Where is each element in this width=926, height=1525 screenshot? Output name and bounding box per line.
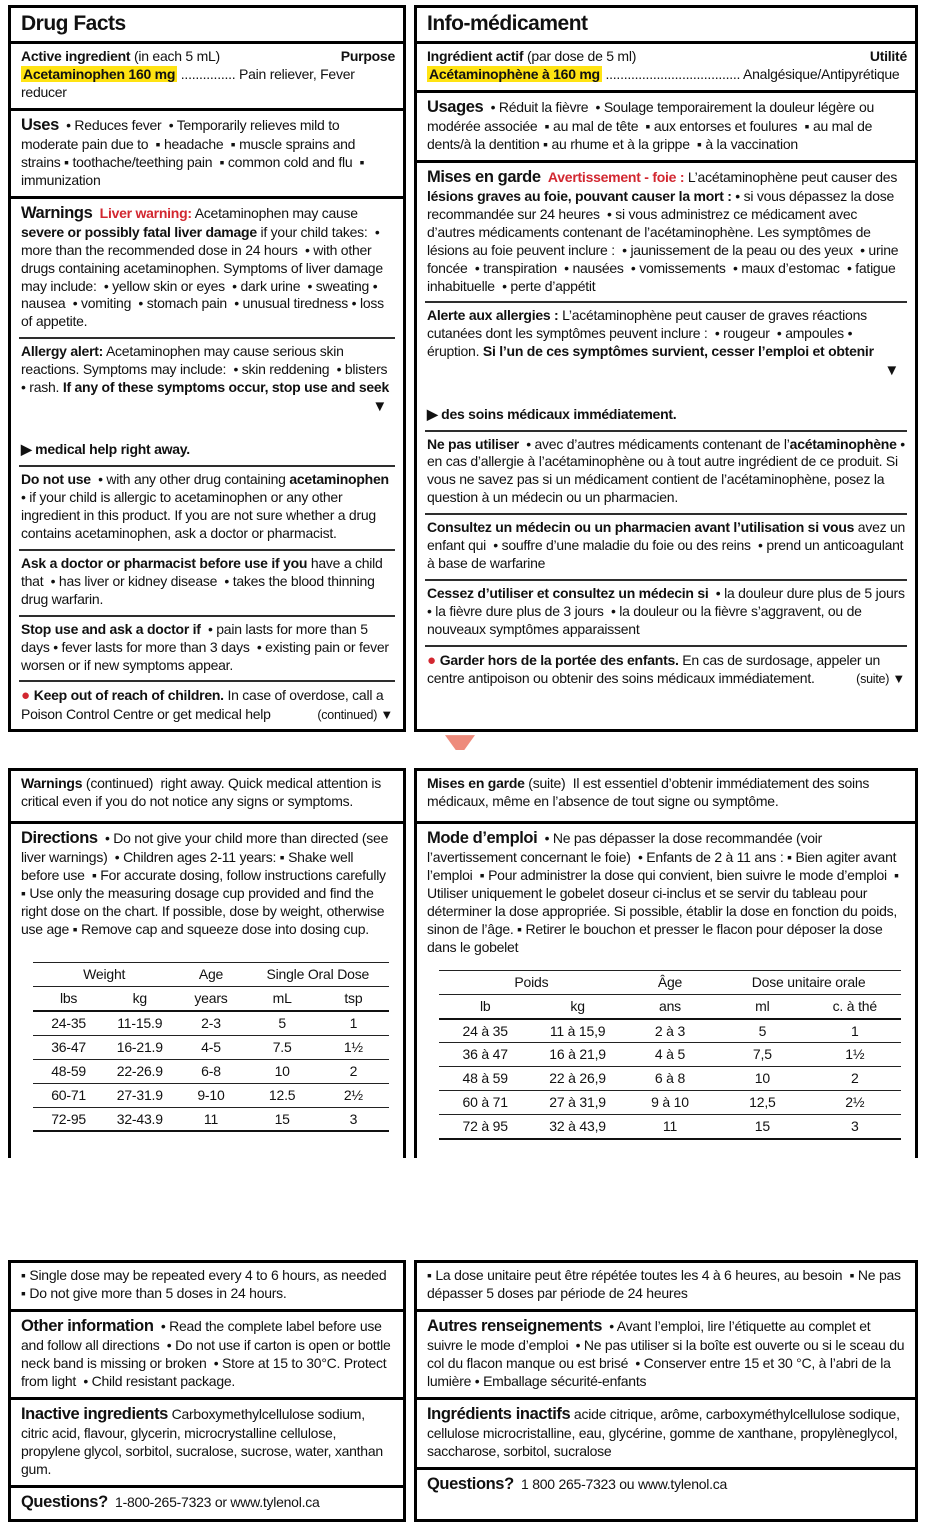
text-segment: Purpose (340, 48, 395, 65)
table-cell: 32-43.9 (104, 1107, 175, 1131)
section-do-not-use (11, 465, 403, 549)
text-segment: • avec d’autres médicaments contenant de l’ (518, 435, 790, 452)
text-segment (92, 205, 99, 221)
table-cell: 12,5 (716, 1091, 808, 1115)
text-segment: acétaminophène (789, 435, 897, 452)
text-segment: medical help right away. (35, 441, 190, 458)
table-row (33, 1107, 389, 1131)
text-segment: • if your child is allergic to acetaminophen or any other ingredient in this product. If you are not sure whether a drug contains acetaminophen, ask a doctor or pharmacist. (21, 471, 393, 542)
table-cell: 1 (809, 1019, 901, 1043)
text-segment: Liver warning: (99, 204, 192, 221)
continuation-marker-icon (21, 399, 395, 416)
text-segment: ▼ (892, 670, 905, 686)
section-ne-pas-utiliser (417, 430, 915, 514)
text-segment: Active ingredient (21, 48, 131, 65)
table-cell: 36-47 (33, 1035, 104, 1059)
section-consultez-un-medecin (417, 513, 915, 579)
text-segment: Allergy alert: (21, 343, 104, 360)
table-column-header: kg (104, 987, 175, 1011)
text-segment: Pain reliever, Fever reducer (21, 66, 359, 100)
paragraph (427, 519, 907, 573)
table-cell: 5 (716, 1019, 808, 1043)
paragraph (21, 471, 395, 543)
fold-arrow-icon (445, 735, 475, 750)
text-segment: L’acétaminophène peut causer de graves réactions cutanées dont les symptômes peuvent inclure : • rougeur • ampoules • éruption. (427, 307, 871, 360)
table-group-header: Single Oral Dose (247, 963, 389, 987)
table-cell: 9-10 (175, 1083, 246, 1107)
section-warnings-liver (11, 196, 403, 338)
table-cell: 10 (247, 1059, 318, 1083)
text-segment: En cas de surdosage, appeler un centre antipoison ou obtenir des soins médicaux immédiatement. (427, 651, 884, 686)
section-garder-hors-de-portee (417, 645, 915, 694)
text-segment: Inactive ingredients (21, 1404, 168, 1423)
text-segment: (suite) Il est essentiel d’obtenir immédiatement des soins médicaux, même en l’absence de tout signe ou symptôme. (427, 775, 873, 810)
text-segment: 1-800-265-7323 or www.tylenol.ca (107, 1493, 320, 1510)
text-segment: • pain lasts for more than 5 days • fever lasts for more than 3 days • existing pain or fever worsen or if new symptoms appear. (21, 620, 393, 673)
fold-spacer (21, 415, 395, 441)
text-segment: Alerte aux allergies : (427, 307, 559, 324)
table-row (439, 1115, 901, 1139)
fold-gap (8, 732, 918, 768)
text-segment: Mises en garde (427, 775, 525, 792)
paragraph (427, 1267, 907, 1303)
text-segment: Keep out of reach of children. (33, 687, 224, 704)
section-questions-fr (417, 1467, 915, 1501)
section-dosing-table-section (11, 955, 403, 1150)
text-segment (541, 169, 548, 185)
text-segment: (in each 5 mL) (130, 48, 220, 65)
table-cell: 2 à 3 (624, 1019, 716, 1043)
section-autres-renseignements (417, 1309, 915, 1397)
paragraph (21, 203, 395, 332)
table-cell: 11 à 15,9 (531, 1019, 623, 1043)
table-row (439, 1043, 901, 1067)
paragraph (427, 66, 907, 84)
table-cell: 72-95 (33, 1107, 104, 1131)
column-english-middle (8, 768, 406, 1158)
column-french-middle (414, 768, 918, 1158)
text-segment: • en cas d’allergie à l’acétaminophène ou à tout autre ingrédient de ce produit. Si vous ne savez pas si un médicament contient de l’acétaminophène, posez la question à un médecin ou un pharmacien. (427, 435, 909, 506)
section-active-ingredient (11, 41, 403, 108)
table-cell: 48 à 59 (439, 1067, 531, 1091)
section-stop-use (11, 615, 403, 681)
text-segment: Ingrédient actif (427, 48, 524, 65)
panel-top (8, 5, 918, 732)
dosing-table (33, 962, 389, 1132)
section-tableau-dosage-section (417, 963, 915, 1158)
paragraph (21, 1492, 395, 1513)
panel-middle (8, 768, 918, 1158)
text-segment: L’acétaminophène peut causer des (684, 168, 901, 185)
table-cell: 24-35 (33, 1011, 104, 1035)
text-segment: Usages (427, 97, 484, 116)
section-other-information (11, 1309, 403, 1397)
text-segment: Questions? (427, 1474, 514, 1493)
table-group-header-row (33, 963, 389, 987)
text-segment: lésions graves au foie, pouvant causer la mort : (427, 187, 732, 204)
paragraph (21, 828, 395, 939)
text-segment: ▼ (380, 706, 393, 722)
text-segment: Autres renseignements (427, 1316, 602, 1335)
table-row (33, 1083, 389, 1107)
text-segment: Ne pas utiliser (427, 435, 519, 452)
text-segment: • Ne pas dépasser la dose recommandée (voir l’avertissement concernant le foie) • Enfants de 2 à 11 ans : ▪ Bien agiter avant l’emploi ▪ Pour administrer la dose qui convient, bien suivre le mode d’emploi ▪ Utiliser uniquement le gobelet doseur ci-inclus et se servir du tableau pour déterminer la dose appropriée. Si possible, établir la dose en fonction du poids, sinon de l’âge. ▪ Retirer le bouchon et presser le flacon pour déposer la dose dans le gobelet (427, 830, 903, 955)
text-segment: If any of these symptoms occur, stop use and seek (62, 379, 390, 396)
table-cell: 11 (624, 1115, 716, 1139)
text-segment: Mode d’emploi (427, 829, 538, 848)
table-cell: 27 à 31,9 (531, 1091, 623, 1115)
table-cell: 15 (716, 1115, 808, 1139)
text-segment: ▶ (21, 441, 36, 458)
text-segment: Avertissement - foie : (547, 168, 685, 185)
table-column-header: kg (531, 994, 623, 1018)
text-segment: • Do not give your child more than directed (see liver warnings) • Children ages 2-11 years: ▪ Shake well before use ▪ For accurate dosing, follow instructions carefully ▪ Use only the measuring dosage cup provided and find the right dose on the chart. If possible, dose by weight, otherwise use age ▪ Remove cap and squeeze dose into dosing cup. (21, 830, 394, 937)
continuation-marker-icon (427, 363, 907, 380)
column-french-bottom (414, 1260, 918, 1522)
table-cell: 2-3 (175, 1011, 246, 1035)
table-column-header: ml (716, 994, 808, 1018)
text-segment: acetaminophen (289, 471, 389, 488)
paragraph (427, 1474, 907, 1495)
table-cell: 11 (175, 1107, 246, 1131)
text-segment: Garder hors de la portée des enfants. (439, 651, 679, 668)
text-segment: Acetaminophen may cause (191, 204, 362, 221)
paragraph (21, 1267, 395, 1285)
paragraph (21, 115, 395, 190)
text-segment: ▪ Do not give more than 5 doses in 24 hours. (21, 1284, 287, 1301)
paragraph (427, 1316, 907, 1391)
text-segment: Uses (21, 115, 59, 134)
text-segment: acide citrique, arôme, carboxyméthylcellulose sodique, cellulose microcristalline, eau, glycérine, gomme de xanthane, propylèneglycol, saccharose, sorbitol, sucralose (427, 1405, 904, 1459)
section-dose-repetee (417, 1263, 915, 1309)
table-group-header: Weight (33, 963, 175, 987)
table-group-header: Dose unitaire orale (716, 970, 901, 994)
text-segment: des soins médicaux immédiatement. (441, 405, 677, 422)
section-mises-en-garde-foie (417, 160, 915, 302)
text-segment: Acetaminophen may cause serious skin reactions. Symptoms may include: • skin reddening • blisters • rash. (21, 343, 395, 396)
table-column-header-row (439, 994, 901, 1018)
table-cell: 24 à 35 (439, 1019, 531, 1043)
table-cell: 6-8 (175, 1059, 246, 1083)
paragraph (21, 343, 395, 397)
table-cell: 11-15.9 (104, 1011, 175, 1035)
section-mode-d-emploi (417, 821, 915, 963)
table-cell: 3 (809, 1115, 901, 1139)
text-segment: Warnings (21, 775, 83, 792)
section-cessez-d-utiliser (417, 579, 915, 645)
table-cell: 3 (318, 1107, 389, 1131)
text-segment: Consultez un médecin ou un pharmacien avant l’utilisation si vous (427, 519, 855, 536)
table-cell: 2 (318, 1059, 389, 1083)
paragraph (21, 555, 395, 609)
text-segment: Directions (21, 829, 98, 848)
heading-row (21, 48, 395, 66)
table-cell: 1½ (809, 1043, 901, 1067)
panel-title: Info-médicament (427, 12, 588, 35)
text-segment: In case of overdose, call a Poison Control Centre or get medical help (21, 687, 388, 722)
text-segment: 1 800 265-7323 ou www.tylenol.ca (513, 1475, 728, 1492)
text-segment: have a child that • has liver or kidney disease • takes the blood thinning drug warfarin. (21, 554, 387, 607)
paragraph (21, 775, 395, 811)
text-segment: ............... (177, 66, 236, 83)
table-group-header: Poids (439, 970, 624, 994)
table-cell: 2 (809, 1067, 901, 1091)
table-cell: 1½ (318, 1035, 389, 1059)
paragraph (427, 167, 907, 296)
text-segment: • Reduces fever • Temporarily relieves mild to moderate pain due to ▪ headache ▪ muscle sprains and strains ▪ toothache/teething pain ▪ common cold and flu ▪ immunization (21, 116, 368, 188)
text-segment: Ingrédients inactifs (427, 1404, 571, 1423)
paragraph (21, 1316, 395, 1391)
panel-title: Drug Facts (21, 12, 126, 35)
table-cell: 22 à 26,9 (531, 1067, 623, 1091)
table-row (439, 1019, 901, 1043)
table-column-header: years (175, 987, 246, 1011)
text-segment: • si vous dépassez la dose recommandée sur 24 heures • si vous administrez ce médicament avec d’autres médicaments contenant de l’acétaminophène. Les symptômes de lésions au foie peuvent inclure : • jaunissement de la peau ou des yeux • urine foncée • transpiration • nausées • vomissements • maux d’estomac • fatigue inhabituelle • perte d’appétit (427, 187, 902, 294)
text-segment: • Avant l’emploi, lire l’étiquette au complet et suivre le mode d’emploi • Ne pas utiliser si la boîte est ouverte ou si le sceau du col du flacon manque ou est brisé • Conserver entre 15 et 30 °C, à l’abri de la lumière • Emballage sécurité-enfants (427, 1317, 908, 1389)
paragraph (427, 1404, 907, 1461)
paragraph (427, 307, 907, 361)
text-segment: Utilité (869, 48, 907, 65)
section-ingredients-inactifs (417, 1397, 915, 1467)
highlighted-active-ingredient: Acétaminophène à 160 mg (429, 66, 600, 83)
paragraph (427, 585, 907, 639)
table-column-header: c. à thé (809, 994, 901, 1018)
table-group-header: Âge (624, 970, 716, 994)
text-segment: (par dose de 5 ml) (523, 48, 637, 65)
table-row (33, 1011, 389, 1035)
red-dot-icon: ● (427, 651, 440, 669)
table-row (439, 1091, 901, 1115)
table-cell: 15 (247, 1107, 318, 1131)
text-segment: ▪ Single dose may be repeated every 4 to 6 hours, as needed (21, 1267, 387, 1284)
section-ask-doctor (11, 549, 403, 615)
highlighted-active-ingredient: Acetaminophen 160 mg (23, 66, 176, 83)
text-segment: Other information (21, 1316, 154, 1335)
section-questions (11, 1485, 403, 1519)
text-segment: • Read the complete label before use and follow all directions • Do not use if carton is open or bottle neck band is missing or broken • Store at 15 to 30°C. Protect from light • Child resistant package. (21, 1317, 395, 1389)
heading-right (870, 48, 907, 66)
section-inactive-ingredients (11, 1397, 403, 1485)
text-segment: ▼ (884, 362, 899, 380)
table-cell: 60-71 (33, 1083, 104, 1107)
paragraph (21, 1404, 395, 1479)
column-french-top (414, 5, 918, 732)
table-cell: 10 (716, 1067, 808, 1091)
table-cell: 7,5 (716, 1043, 808, 1067)
table-column-header: lb (439, 994, 531, 1018)
text-segment: Analgésique/Antipyrétique (740, 66, 900, 83)
text-segment: Do not use (21, 471, 91, 488)
paragraph (427, 97, 907, 154)
section-allergy-alert (11, 337, 403, 465)
dosing-table (439, 970, 901, 1140)
text-segment: Si l’un de ces symptômes survient, cesser l’emploi et obtenir (482, 343, 874, 360)
section-keep-out-of-reach (11, 680, 403, 729)
column-english-top (8, 5, 406, 732)
text-segment: Ask a doctor or pharmacist before use if you (21, 554, 308, 571)
table-cell: 4 à 5 (624, 1043, 716, 1067)
table-row (33, 1059, 389, 1083)
heading-right (341, 48, 395, 66)
fold-spacer (427, 380, 907, 406)
table-column-header: tsp (318, 987, 389, 1011)
panel-bottom (8, 1260, 918, 1522)
section-ingredient-actif (417, 41, 915, 90)
text-segment: ▶ (427, 405, 442, 422)
paragraph (427, 828, 907, 957)
text-segment: Stop use and ask a doctor if (21, 620, 201, 637)
table-row (33, 1035, 389, 1059)
section-alerte-aux-allergies (417, 301, 915, 429)
table-cell: 16-21.9 (104, 1035, 175, 1059)
red-dot-icon: ● (21, 687, 34, 705)
section-directions (11, 821, 403, 955)
section-repeat-dose (11, 1263, 403, 1309)
table-cell: 2½ (809, 1091, 901, 1115)
section-warnings-continued (11, 771, 403, 821)
paragraph (21, 441, 395, 459)
section-usages (417, 90, 915, 160)
text-segment: (suite) (856, 671, 893, 686)
table-cell: 32 à 43,9 (531, 1115, 623, 1139)
text-segment: • Réduit la fièvre • Soulage temporairement la douleur légère ou modérée associée ▪ au mal de tête ▪ aux entorses et foulures ▪ au mal de dents/à la dentition ▪ au rhume et à la grippe ▪ à la vaccination (427, 98, 878, 152)
text-segment: Cessez d’utiliser et consultez un médecin si (427, 584, 709, 601)
table-cell: 36 à 47 (439, 1043, 531, 1067)
table-column-header: mL (247, 987, 318, 1011)
table-cell: 9 à 10 (624, 1091, 716, 1115)
table-cell: 12.5 (247, 1083, 318, 1107)
paragraph (21, 66, 395, 102)
text-segment: ..................................... (601, 66, 741, 83)
table-group-header: Age (175, 963, 246, 987)
heading-left (21, 48, 220, 66)
table-column-header: ans (624, 994, 716, 1018)
paragraph (427, 775, 907, 811)
text-segment: severe or possibly fatal liver damage (21, 223, 257, 240)
section-uses (11, 108, 403, 196)
text-segment: Warnings (21, 203, 93, 222)
text-segment: ▼ (372, 397, 387, 415)
heading-left (427, 48, 636, 66)
column-english-bottom (8, 1260, 406, 1522)
table-cell: 2½ (318, 1083, 389, 1107)
paragraph (427, 406, 907, 424)
text-segment: • with any other drug containing (90, 471, 290, 488)
heading-row (427, 48, 907, 66)
table-cell: 27-31.9 (104, 1083, 175, 1107)
table-cell: 5 (247, 1011, 318, 1035)
table-row (439, 1067, 901, 1091)
table-cell: 7.5 (247, 1035, 318, 1059)
text-segment: if your child takes: • more than the recommended dose in 24 hours • with other drugs containing acetaminophen. Symptoms of liver damage may include: • yellow skin or eyes • dark urine • sweating • nausea • vomiting • stomach pain • unusual tiredness • loss of appetite. (21, 223, 388, 330)
text-segment: ▪ La dose unitaire peut être répétée toutes les 4 à 6 heures, au besoin ▪ Ne pas dépasser 5 doses par période de 24 heures (427, 1267, 905, 1301)
text-segment: (continued) right away. Quick medical attention is critical even if you do not notice any signs or symptoms. (21, 775, 385, 810)
text-segment: Carboxymethylcellulose sodium, citric acid, flavour, glycerin, microcrystalline cellulose, propylene glycol, sorbitol, sucralose, sucrose, water, xanthan gum. (21, 1405, 387, 1477)
text-segment: Mises en garde (427, 167, 541, 186)
text-segment: • la douleur dure plus de 5 jours • la fièvre dure plus de 3 jours • la douleur ou la fièvre s’aggravent, ou de nouveaux symptômes apparaissent (427, 584, 909, 637)
table-cell: 1 (318, 1011, 389, 1035)
cut-gap (8, 1158, 918, 1260)
text-segment: (continued) (317, 707, 381, 722)
paragraph (21, 1285, 395, 1303)
text-segment: avez un enfant qui • souffre d’une maladie du foie ou des reins • prend un anticoagulant à base de warfarine (427, 519, 909, 571)
table-cell: 22-26.9 (104, 1059, 175, 1083)
text-segment: Questions? (21, 1492, 108, 1511)
table-group-header-row (439, 970, 901, 994)
table-cell: 72 à 95 (439, 1115, 531, 1139)
table-column-header: lbs (33, 987, 104, 1011)
paragraph (21, 621, 395, 675)
paragraph (427, 436, 907, 508)
table-cell: 6 à 8 (624, 1067, 716, 1091)
section-mises-en-garde-suite (417, 771, 915, 821)
table-column-header-row (33, 987, 389, 1011)
table-cell: 60 à 71 (439, 1091, 531, 1115)
table-cell: 48-59 (33, 1059, 104, 1083)
table-cell: 16 à 21,9 (531, 1043, 623, 1067)
table-cell: 4-5 (175, 1035, 246, 1059)
